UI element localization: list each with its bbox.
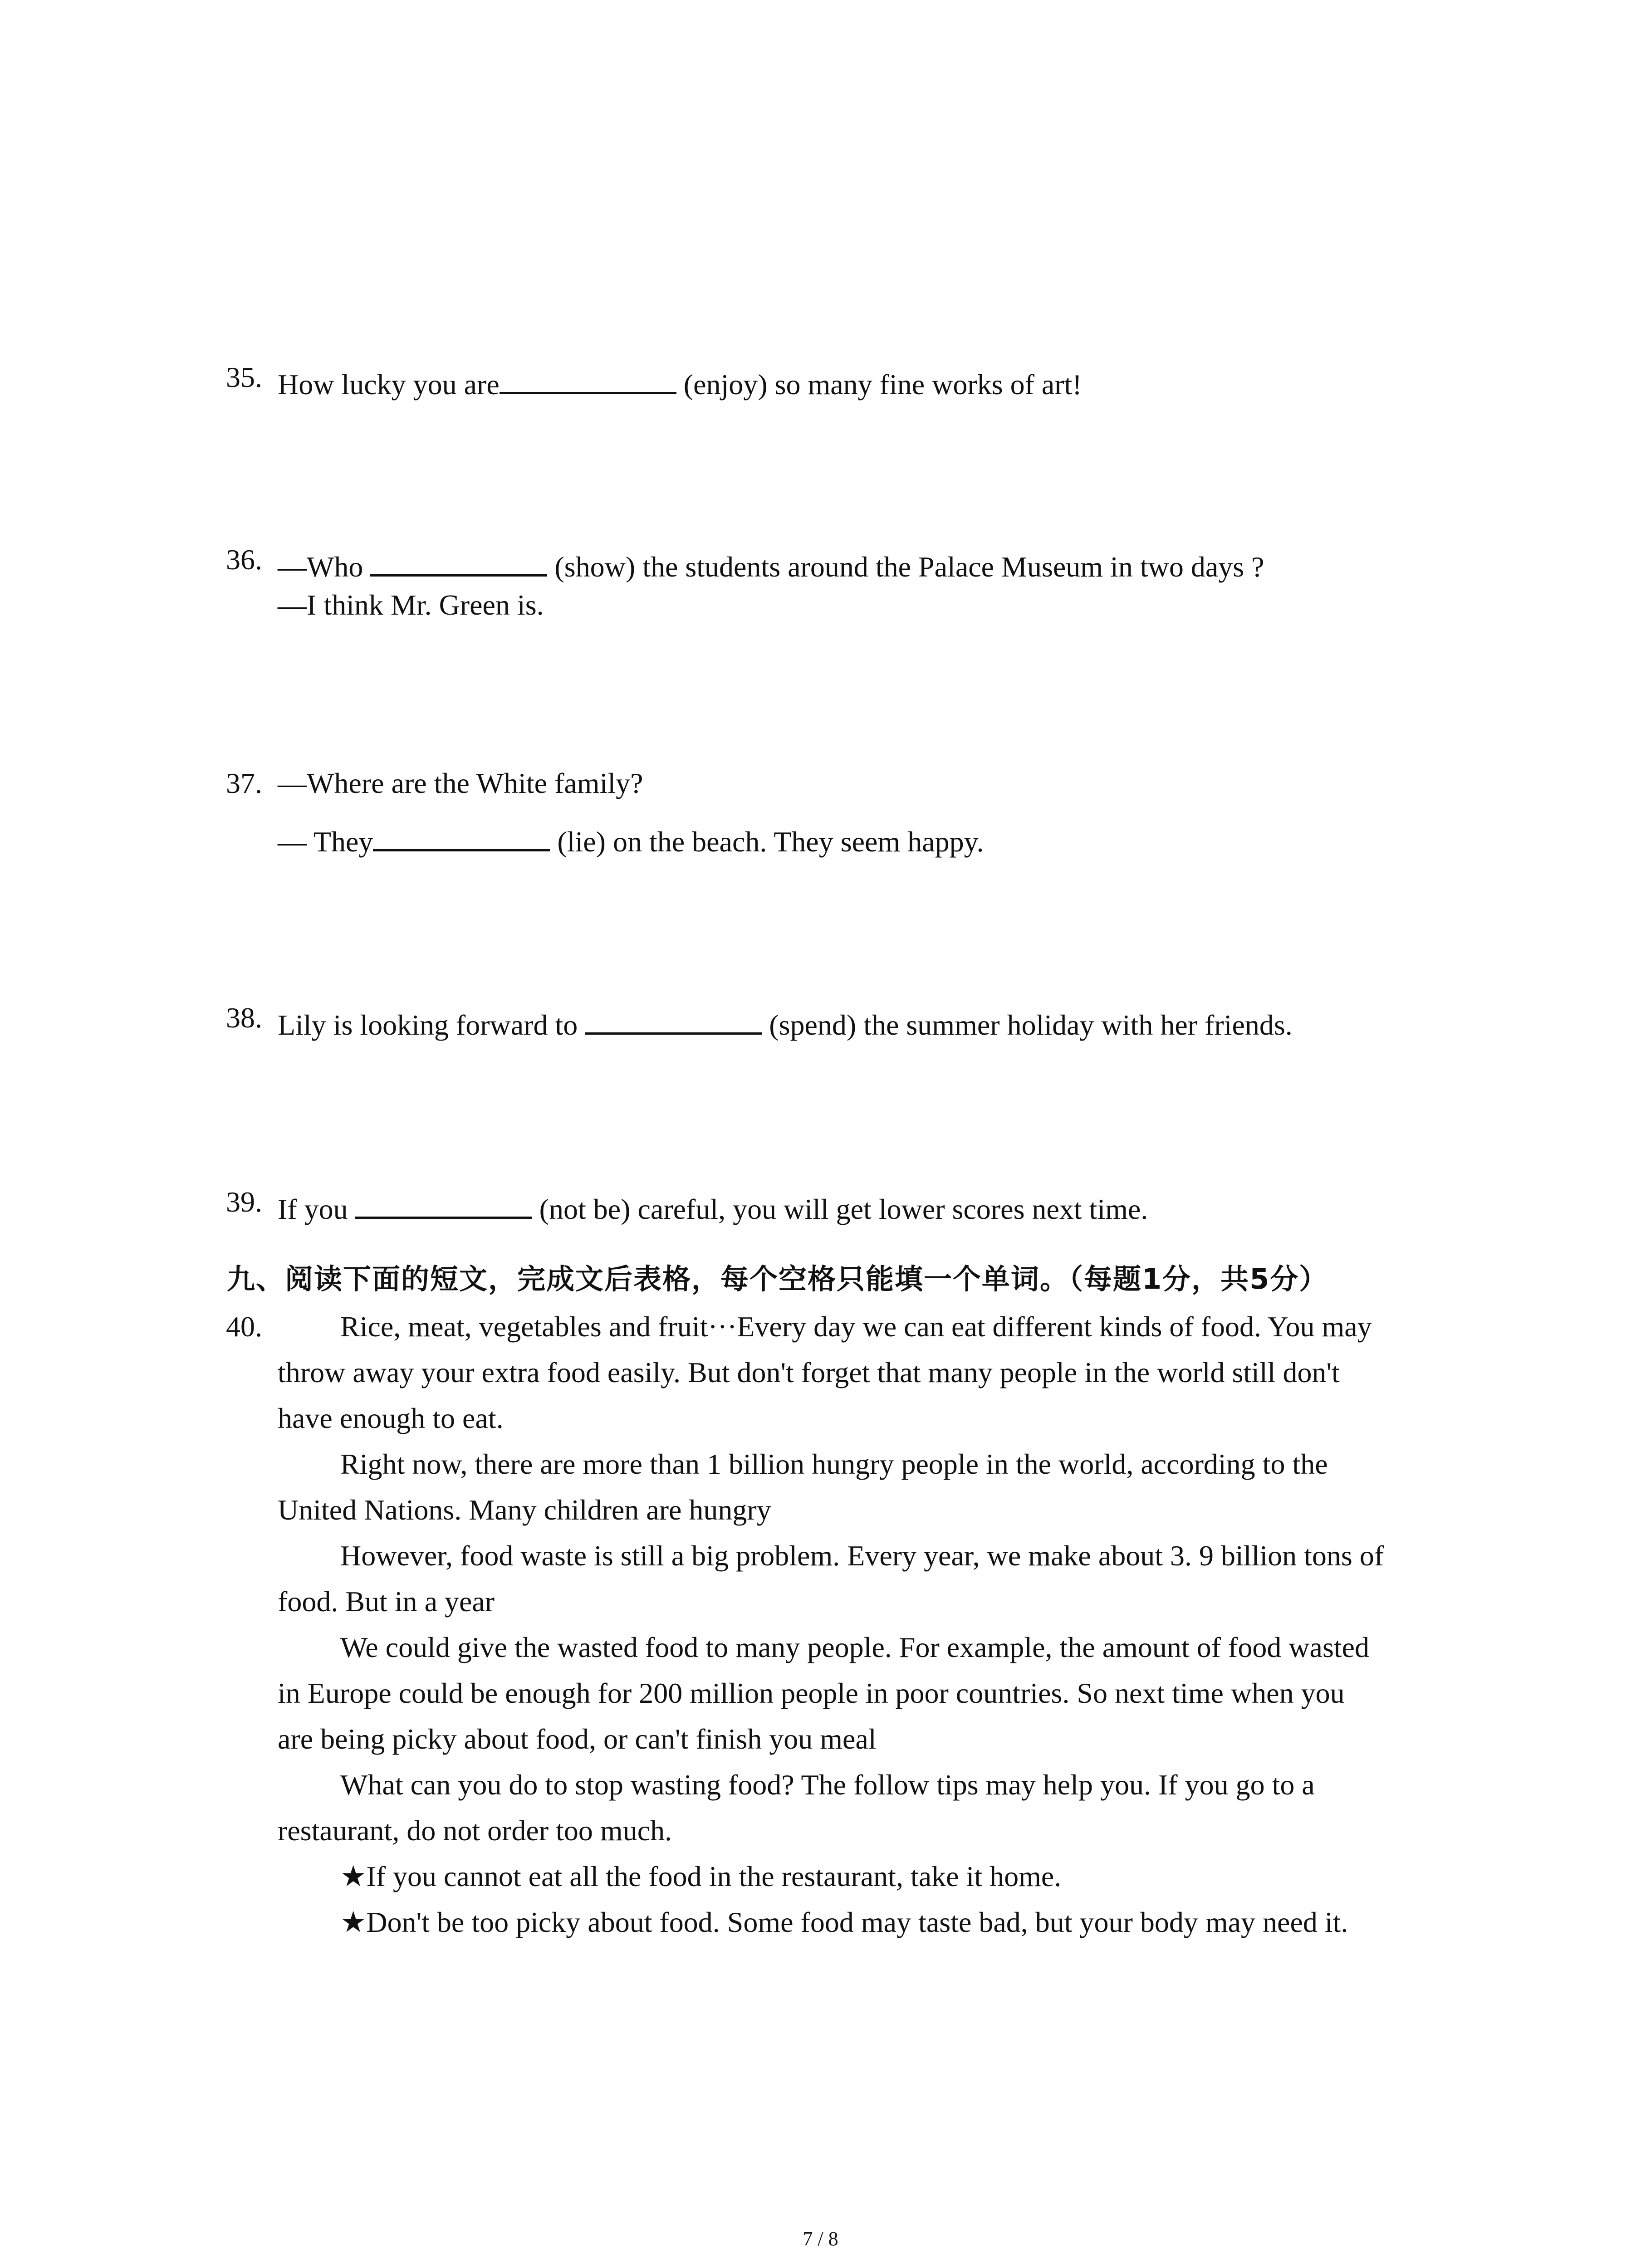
question-36 [278, 545, 1264, 582]
question-number: 39. [226, 1186, 262, 1218]
answer-blank[interactable] [585, 1003, 762, 1035]
question-number: 36. [226, 543, 262, 576]
question-number: 37. [226, 767, 262, 799]
answer-blank[interactable] [500, 363, 676, 394]
question-38 [278, 1003, 1293, 1040]
passage-line: United Nations. Many children are hungry [278, 1494, 771, 1526]
passage-line: are being picky about food, or can't finish you meal [278, 1723, 877, 1755]
question-36-reply: —I think Mr. Green is. [278, 589, 544, 621]
passage-line: However, food waste is still a big problem. Every year, we make about 3. 9 billion tons of [340, 1540, 1384, 1572]
question-text: (enjoy) so many fine works of art! [676, 368, 1082, 401]
passage-line: food. But in a year [278, 1585, 495, 1618]
passage-line: Rice, meat, vegetables and fruit···Every day we can eat different kinds of food. You may [340, 1310, 1372, 1343]
passage-line: throw away your extra food easily. But don't forget that many people in the world still don't [278, 1356, 1340, 1388]
question-text: How lucky you are [278, 368, 500, 401]
question-text: If you [278, 1193, 355, 1225]
question-text: — They [278, 826, 373, 858]
passage-line: What can you do to stop wasting food? The follow tips may help you. If you go to a [340, 1769, 1315, 1801]
answer-blank[interactable] [355, 1188, 532, 1219]
question-37-prompt: —Where are the White family? [278, 767, 643, 799]
passage-line: in Europe could be enough for 200 million people in poor countries. So next time when you [278, 1677, 1345, 1709]
question-text: (spend) the summer holiday with her friends. [762, 1009, 1293, 1041]
question-number: 40. [226, 1310, 262, 1343]
answer-blank[interactable] [373, 820, 550, 851]
question-35 [278, 363, 1082, 399]
question-text: Lily is looking forward to [278, 1009, 585, 1041]
page-number: 7 / 8 [803, 2228, 838, 2250]
tip-item: ★Don't be too picky about food. Some food may taste bad, but your body may need it. [340, 1906, 1348, 1938]
passage-line: have enough to eat. [278, 1402, 504, 1434]
question-text: (lie) on the beach. They seem happy. [550, 826, 984, 858]
tip-item: ★If you cannot eat all the food in the restaurant, take it home. [340, 1860, 1062, 1892]
question-number: 38. [226, 1002, 262, 1034]
passage-line: restaurant, do not order too much. [278, 1814, 672, 1847]
passage-line: Right now, there are more than 1 billion hungry people in the world, according to the [340, 1448, 1328, 1480]
question-text: (not be) careful, you will get lower scores next time. [532, 1193, 1148, 1225]
question-text: —Who [278, 551, 371, 583]
question-37 [278, 820, 984, 856]
answer-blank[interactable] [370, 545, 547, 577]
question-39 [278, 1188, 1148, 1224]
question-text: (show) the students around the Palace Museum in two days ? [547, 551, 1264, 583]
question-number: 35. [226, 361, 262, 393]
section-heading: 九、阅读下面的短文，完成文后表格，每个空格只能填一个单词。（每题1分，共5分） [227, 1262, 1328, 1295]
passage-line: We could give the wasted food to many people. For example, the amount of food wasted [340, 1631, 1370, 1663]
